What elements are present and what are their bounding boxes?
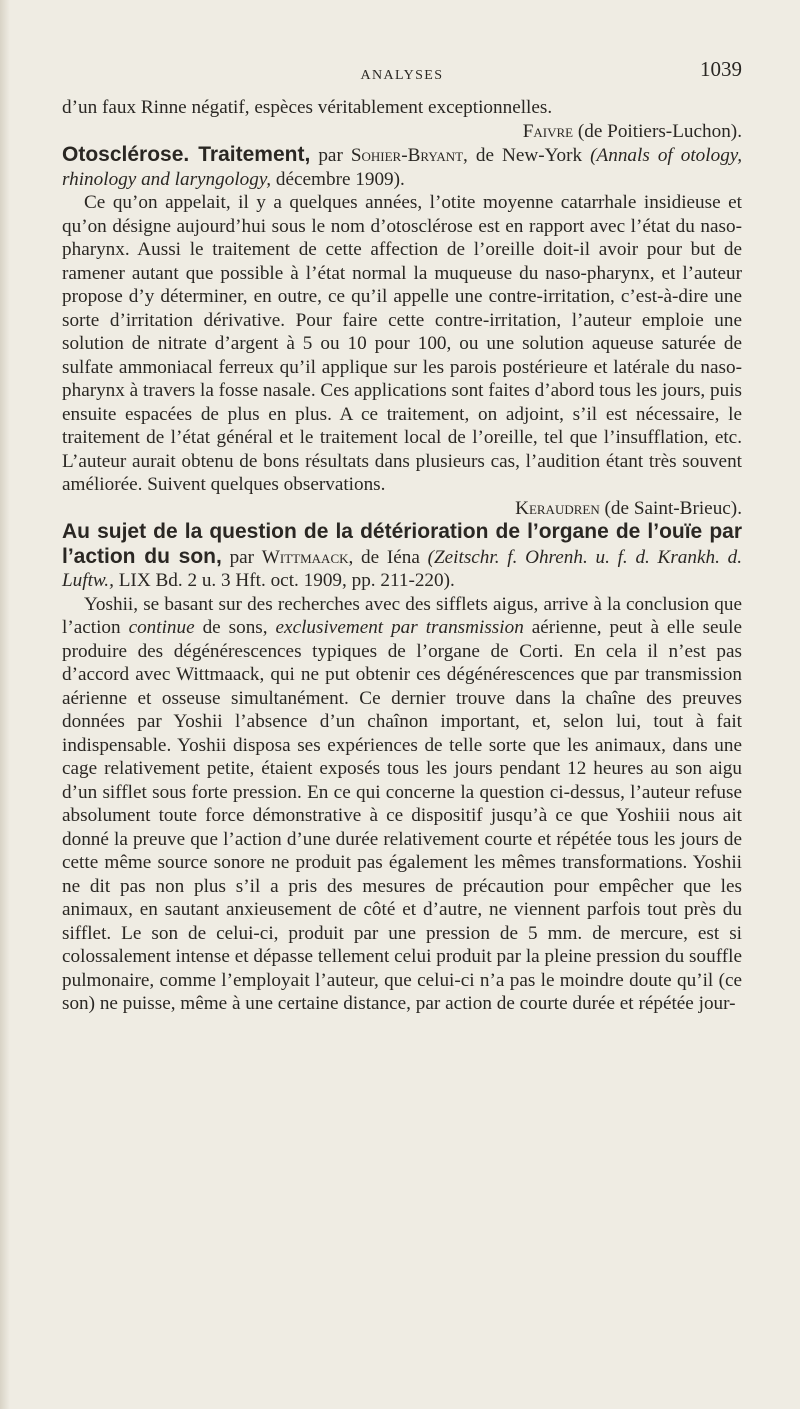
page-gutter-shadow	[0, 0, 10, 1409]
entry-author: Sohier-Bryant,	[350, 145, 468, 166]
entry-signature	[62, 120, 742, 144]
page-header	[62, 58, 742, 86]
entry-signature	[62, 497, 742, 521]
entry-heading	[62, 143, 742, 191]
entry-source: (Annals of otology, rhinology and laryngology,	[62, 145, 743, 190]
signature-place: (de Saint-Brieuc).	[604, 497, 742, 519]
entry-title: Otosclérose. Traitement,	[62, 143, 311, 166]
entry-author-place: de Iéna	[361, 546, 420, 568]
continuation-text: d’un faux Rinne négatif, espèces véritablement exceptionnelles.	[62, 97, 553, 118]
entry-deterioration-ouie	[62, 520, 742, 1016]
entry-body: Ce qu’on appelait, il y a quelques années, l’otite moyenne catarrhale insidieuse et qu’on désigne aujourd’hui sous le nom d’otosclérose est en rapport avec l’état du naso-pharynx. Aussi le traitement de cette affection de l’oreille doit-il avoir pour but de ramener autant que possible à l’état normal la muqueuse du naso-pharynx, et l’auteur propose d’y déterminer, en outre, ce qu’il appelle une contre-irritation, c’est-à-dire une sorte d’irritation dérivative. Pour faire cette contre-irritation, l’auteur emploie une solution de nitrate d’argent à 5 ou 10 pour 100, ou une solution aqueuse saturée de sulfate ammoniacal ferreux qu’il applique sur les parois postérieure et latérale du naso-pharynx à travers la fosse nasale. Ces applications sont faites d’abord tous les jours, puis ensuite espacées de plus en plus. A ce traitement, on adjoint, s’il est nécessaire, le traitement de l’état général et le traitement local de l’oreille, tel que l’insufflation, etc. L’auteur aurait obtenu de bons résultats dans plusieurs cas, l’audition étant très souvent améliorée. Suivent quelques observations.	[62, 192, 742, 495]
entry-otosclerose	[62, 143, 742, 520]
body-emphasis: exclusivement par transmission	[275, 617, 524, 638]
entry-author-place: de New-York	[475, 145, 583, 166]
entry-date: décembre 1909).	[275, 168, 405, 190]
signature-name: Faivre	[522, 120, 574, 142]
page-number: 1039	[700, 57, 742, 81]
signature-name: Keraudren	[515, 497, 600, 519]
entry-author: Wittmaack,	[261, 546, 354, 568]
entry-by: par	[229, 546, 255, 568]
body-emphasis: continue	[128, 617, 195, 638]
entry-body	[62, 593, 742, 1016]
signature-place: (de Poitiers-Luchon).	[577, 120, 742, 142]
body-text: Yoshii, se basant sur des recherches avec des sifflets aigus, arrive à la conclusion que l’action	[62, 593, 742, 638]
running-head: ANALYSES	[360, 68, 444, 83]
body-text: de sons,	[194, 617, 276, 638]
entry-date: LIX Bd. 2 u. 3 Hft. oct. 1909, pp. 211-220).	[118, 570, 455, 591]
entry-source: (Zeitschr. f. Ohrenh. u. f. d. Krankh. d. Luftw.,	[62, 546, 743, 591]
entry-heading	[62, 520, 742, 593]
page	[62, 58, 742, 1016]
entry-title: Au sujet de la question de la détérioration de l’organe de l’ouïe par l’action du son,	[62, 520, 742, 568]
entry-continuation	[62, 96, 742, 143]
body-text: aérienne, peut à elle seule produire des dégénérescences typiques de l’organe de Corti. En cela il n’est pas d’accord avec Wittmaack, qui ne put obtenir ces dégénérescences que par transmission aérienne et osseuse simultanément. Ce dernier trouve dans la chaîne des preuves données par Yoshii l’absence d’un chaînon important, et, selon lui, tout à fait indispensable. Yoshii disposa ses expériences de telle sorte que les animaux, dans une cage relativement petite, étaient exposés tous les jours pendant 12 heures au son aigu d’un sifflet sous forte pression. En ce qui concerne la question ci-dessus, l’auteur refuse absolument toute force démonstrative à ce dispositif jusqu’à ce que Yoshiii nous ait donné la preuve que l’action d’une durée relativement courte et répétée tous les jours de cette même source sonore ne produit pas également les mêmes transformations. Yoshii ne dit pas non plus s’il a pris des mesures de précaution pour empêcher que les animaux, en sautant anxieusement de côté et d’autre, ne viennent parfois tout près du sifflet. Le son de celui-ci, produit par une pression de 5 mm. de mercure, est si colossalement intense et dépasse tellement celui produit par la pleine pression du souffle pulmonaire, comme l’employait l’auteur, que celui-ci n’a pas le moindre doute qu’il (ce son) ne puisse, même à une certaine distance, par action de courte durée et répétée jour-	[62, 617, 742, 1014]
entry-by: par	[318, 145, 343, 166]
